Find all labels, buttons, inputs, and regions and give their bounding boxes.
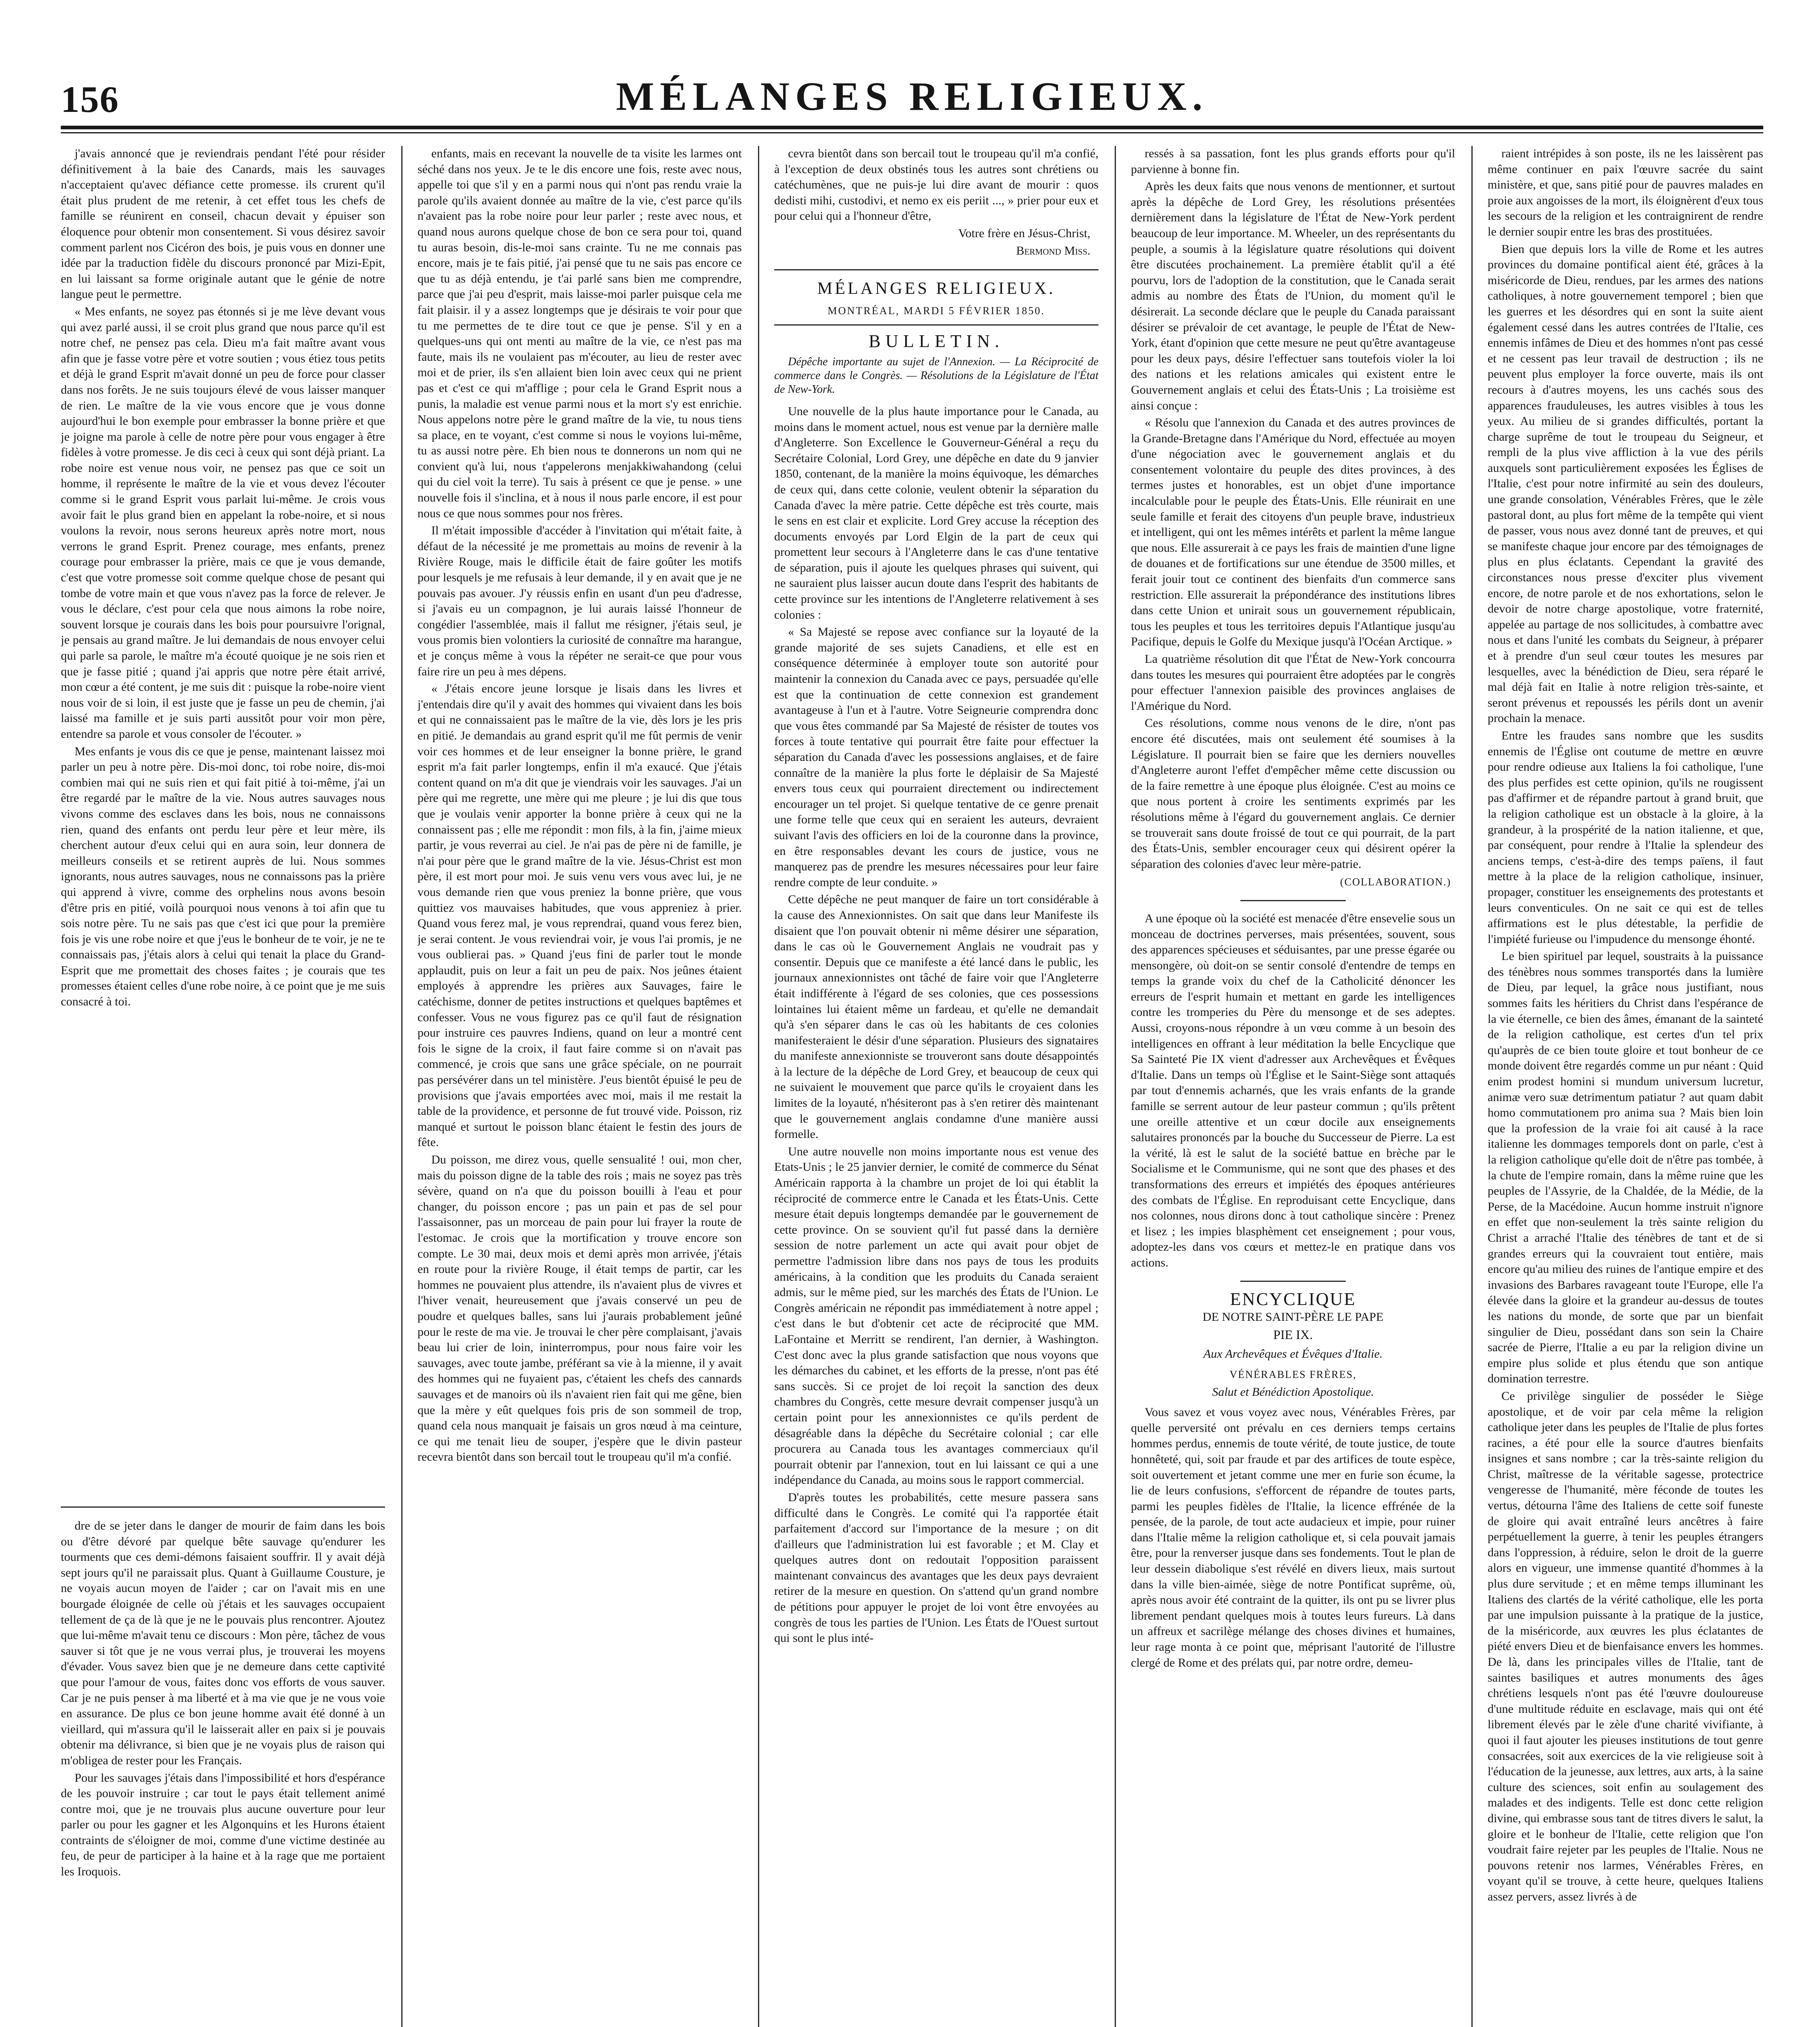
column-rule	[1471, 146, 1473, 2027]
short-rule	[1240, 900, 1346, 901]
column-5	[1488, 146, 1763, 2027]
page-number: 156	[61, 79, 119, 120]
paragraph: dre de se jeter dans le danger de mourir de faim dans les bois ou d'être dévoré par quelque bête sauvage qu'endurer les tourments que ces demi-démons faisaient souffrir. Il y avait déjà sept jours qu'il ne paraissait plus. Quant à Guillaume Cousture, je ne voyais aucun moyen de l'aider ; car on l'avait mis en une bourgade éloignée de celle où j'étais et les sauvages occupaient tellement de ça de là que je ne le pouvais plus rencontrer. Ajoutez que lui-même m'avait tenu ce discours : Mon père, tâchez de vous sauver si tôt que je ne vous verrai plus, je trouverai les moyens d'évader. Vous savez bien que je ne demeure dans cette captivité que pour l'amour de vous, faites donc vos efforts de vous sauver. Car je ne puis penser à ma liberté et à ma vie que je ne vous voie en assurance. De plus ce bon jeune homme avait été donné à un vieillard, qui m'assura qu'il le laisserait aller en paix si je pouvais obtenir ma délivrance, si bien que je ne voyais plus de raison qui m'obligea de rester pour les Français.	[61, 1519, 385, 1767]
column-2	[418, 146, 742, 2027]
letter-lower	[61, 1518, 385, 2027]
paragraph: Cette dépêche ne peut manquer de faire un tort considérable à la cause des Annexionnistes. On sait que dans leur Manifeste ils disaient que l'on pouvait obtenir ni même désirer une séparation, dans le cas où le Gouvernement Anglais ne voudrait pas y consentir. Depuis que ce manifeste a été lancé dans le public, les journaux annexionnistes ont tâché de faire voir que l'Angleterre était indifférente à l'égard de ses colonies, que ces possessions lointaines lui étaient même un fardeau, et qu'elle ne demandait qu'à s'en séparer dans le cas où les habitants de ces colonies manifesteraient le désir d'une séparation. Plusieurs des signataires du manifeste annexionniste se trouveront sans doute désappointés à la lecture de la dépêche de Lord Grey, et beaucoup de ceux qui ne suivaient le mouvement que parce qu'ils le croyaient dans les limites de la loyauté, n'hésiteront pas à s'en retirer dès maintenant que le gouvernement anglais condamne d'une manière aussi formelle.	[774, 893, 1098, 1141]
paragraph: « Résolu que l'annexion du Canada et des autres provinces de la Grande-Bretagne dans l'Amérique du Nord, effectuée au moyen d'une négociation avec le gouvernement anglais et du consentement volontaire du peuple des dites provinces, à des termes justes et honorables, est un objet d'une importance incalculable pour le peuple des États-Unis. Elle réunirait en une seule famille et ferait des citoyens d'un peuple brave, industrieux et intelligent, qui ont les mêmes intérêts et parlent la même langue que nous. Elle assurerait à ce pays les frais de maintien d'une ligne de douanes et de fortifications sur une étendue de 3500 milles, et ferait jouir tout ce continent des bienfaits d'un commerce sans restriction. Elle assurerait la prépondérance des institutions libres dans cette Union et unirait sous un gouvernement républicain, tous les peuples et tous les territoires depuis l'Atlantique jusqu'au Pacifique, depuis le Golfe du Mexique jusqu'à l'Océan Arctique. »	[1131, 416, 1455, 649]
newspaper-page	[61, 61, 1763, 2027]
encyclical-address: Aux Archevêques et Évêques d'Italie.	[1203, 1347, 1383, 1361]
column-4	[1131, 146, 1455, 2027]
paragraph: enfants, mais en recevant la nouvelle de ta visite les larmes ont séché dans nos yeux. Je te le dis encore une fois, reste avec nous, appelle toi que s'il y en a parmi nous qui n'ont pas rendu vraie la parole qu'ils avaient donnée au maître de la vie, c'est parce qu'ils n'avaient pas la robe noire pour leur parler ; reste avec nous, et quand nous aurons quelque chose de bon ce sera pour toi, quand tu auras besoin, dis-le-moi sans crainte. Tu ne me connais pas encore, mais je te fais pitié, j'ai pensé que tu ne sais pas encore ce que tu as déjà entendu, je t'ai parlé sans bien me comprendre, parce que j'ai peu d'esprit, mais laisse-moi parler puisque cela me fait plaisir. il y a assez longtemps que je désirais te voir pour que tu me permettes de te dire tout ce que je pense. S'il y en a quelques-uns qui ont menti au maître de la vie, ce n'est pas ma faute, mais ils ne voulaient pas m'écouter, au lieu de rester avec moi et de prier, ils s'en allaient bien loin avec ceux qui ne prient pas et c'est ce qui m'afflige ; pour cela le Grand Esprit nous a punis, la maladie est venue parmi nous et la mort s'y est enrichie. Nous appelons notre père le grand maître de la vie, tu nous tiens sa place, en te voyant, c'est comme si nous le voyions lui-même, tu as aussi notre père. Eh bien nous te donnerons un nom qui ne convient qu'à lui, nous t'appelerons menjakkiwahandong (celui qui du ciel voit la terre). Tu sais à présent ce que je pense. » une nouvelle fois il s'inclina, et à nous il nous parle encore, il est pour nous ce que nous sommes pour nos frères.	[418, 147, 742, 520]
paragraph: Ce privilège singulier de posséder le Siège apostolique, et de voir par cela même la religion catholique jeter dans les peuples de l'Italie de plus fortes racines, a été pour elle la source d'autres bienfaits insignes et sans nombre ; car la très-sainte religion du Christ, maîtresse de la véritable sagesse, protectrice vengeresse de l'humanité, mère féconde de toutes les vertus, détourna l'âme des Italiens de cette soif funeste de gloire qui avait entraîné leurs ancêtres à faire perpétuellement la guerre, à tenir les peuples étrangers dans l'oppression, à réduire, selon le droit de la guerre alors en vigueur, une immense quantité d'hommes à la plus dure servitude ; et en même temps illuminant les Italiens des clartés de la vérité catholique, elle les porta par une impulsion puissante à la pratique de la justice, de la miséricorde, aux œuvres les plus éclatantes de piété envers Dieu et de bienfaisance envers les hommes. De là, dans les principales villes de l'Italie, tant de saintes basiliques et autres monuments des âges chrétiens lesquels n'ont pas été l'œuvre douloureuse d'une multitude réduite en esclavage, mais qui ont été librement élevés par le zèle d'une charité vivifiante, à quoi il faut ajouter les pieuses institutions de tout genre consacrées, soit aux exercices de la vie religieuse soit à l'éducation de la jeunesse, aux lettres, aux arts, à la saine culture des sciences, soit enfin au soulagement des malades et des indigents. Telle est donc cette religion divine, qui embrasse sous tant de titres divers le salut, la gloire et le bonheur de l'Italie, cette religion que l'on voudrait faire rejeter par les peuples de l'Italie. Nous ne pouvons retenir nos larmes, Vénérables Frères, en voyant qu'il se trouve, à cette heure, quelques Italiens assez pervers, assez livrés à de	[1488, 1389, 1763, 1903]
dateline: MONTRÉAL, MARDI 5 FÉVRIER 1850.	[827, 304, 1045, 317]
paragraph: Une nouvelle de la plus haute importance pour le Canada, au moins dans le moment actuel, nous est venue par la dernière malle d'Angleterre. Son Excellence le Gouverneur-Général a reçu du Secrétaire Colonial, Lord Grey, une dépêche en date du 9 janvier 1850, contenant, de la manière la moins équivoque, les démarches de ceux qui, dans cette colonie, veulent obtenir la séparation du Canada d'avec la mère patrie. Cette dépêche est très courte, mais le sens en est clair et explicite. Lord Grey accuse la réception des documents envoyés par Lord Elgin de la part de ceux qui promettent leur secours à l'Angleterre dans le cas d'une tentative de séparation, puis il ajoute les quelques phrases qui suivent, qui ne sauraient plus laisser aucun doute dans l'esprit des habitants de cette province sur les intentions de l'Angleterre relativement à ses colonies :	[774, 404, 1098, 621]
bulletin-summary: Dépêche importante au sujet de l'Annexion. — La Réciprocité de commerce dans le Congrès. — Résolutions de la Législature de l'État de New-York.	[774, 355, 1098, 396]
column-3	[774, 146, 1098, 2027]
encyclical-title: ENCYCLIQUE	[1230, 1289, 1356, 1309]
masthead	[61, 61, 1763, 142]
section-rule	[774, 324, 1098, 326]
encyclical-salutation: VÉNÉRABLES FRÈRES,	[1229, 1368, 1357, 1380]
column-1	[61, 146, 385, 2027]
section-title: MÉLANGES RELIGIEUX.	[817, 279, 1056, 298]
paragraph: Il m'était impossible d'accéder à l'invitation qui m'était faite, à défaut de la nécessité je me promettais au moins de revenir à la Rivière Rouge, mais le difficile était de faire goûter les motifs pour lesquels je me refusais à leur demande, il y en avait que je ne pouvais pas avouer. J'y réussis enfin en usant d'un peu d'adresse, si j'avais eu un compagnon, je lui aurais laissé l'honneur de congédier l'assemblée, mais il fallut me résigner, j'étais seul, je vous promis bien volontiers la curiosité de connaître ma harangue, et je conçus même à vous la répéter ne serait-ce que pour vous faire rire un peu à mes dépens.	[418, 524, 742, 678]
paragraph: « Mes enfants, ne soyez pas étonnés si je me lève devant vous qui avez parlé aussi, il se croit plus grand que nous parce qu'il est notre chef, ne pensez pas cela. Dieu m'a fait maître avant vous afin que je fasse votre père et votre soutien ; vous étiez tous petits et déjà le grand Esprit m'avait donné un peu de force pour classer dans nos forêts. Je ne suis toujours élevé de vous laisser manquer de rien. Le maître de la vie vous encore que je vous donne aujourd'hui le bon exemple pour embrasser la bonne prière et que je joigne ma parole à celle de notre père pour vous engager à être fidèles à votre promesse. Je dis ceci à ceux qui sont déjà priant. La robe noire est venue nous voir, ne pensez pas que ce soit un homme, il représente le maître de la vie et vous devez l'écouter comme si le grand Esprit vous parlait lui-même. Je crois vous avoir fait le plus grand bien en appelant la robe-noire, et si nous voulons la revoir, nous serons heureux après notre mort, nous verrons le grand Esprit. Prenez courage, mes enfants, prenez courage pour embrasser la prière, mais ce que je vous demande, c'est que votre promesse soit comme quelque chose de pesant qui tombe de votre main et que vous n'avez pas la force de relever. Je vous le déclare, c'est pour cela que nous aimons la robe noire, souvent lorsque je courais dans les bois pour poursuivre l'orignal, je pensais au grand maître. Je lui demandais de nous envoyer celui qui parle sa parole, le maître m'a écouté quoique je ne sois rien et que je fasse pitié ; quand j'ai appris que notre père était arrivé, mon cœur a été content, je me suis dit : puisque la robe-noire vient nous voir de si loin, il est juste que je fasse un peu de chemin, j'ai laissé ma famille et je suis parti aussitôt pour voir mon père, entendre sa parole et vous consoler de l'écouter. »	[61, 304, 385, 741]
paragraph: « J'étais encore jeune lorsque je lisais dans les livres et j'entendais dire qu'il y avait des hommes qui vivaient dans les bois et qui ne connaissaient pas le maître de la vie, dès lors je les pris en pitié. Je demandais au grand esprit qu'il me fût permis de venir voir ces hommes et de leur enseigner la bonne prière, le grand esprit m'a fait parler longtemps, enfin il m'a exaucé. Que j'étais content quand on m'a dit que je viendrais voir les sauvages. J'ai un père qui me regrette, une mère qui me pleure ; je lui dis que tous que je voulais venir apporter la bonne prière à ceux qui ne la connaissent pas ; elle me répondit : mon fils, à la fin, j'aime mieux partir, je vous reverrai au ciel. Je n'ai pas de père ni de famille, je n'ai pour père que le grand maître de la vie. Jésus-Christ est mon père, il est mort pour moi. Je suis venu vers vous avec lui, je ne vous demande rien que vous preniez la bonne prière, que vous quittiez vos mauvaises habitudes, que vous appreniez à prier. Quand vous ferez mal, je vous reprendrai, quand vous ferez bien, je serai content. Je vous reviendrai voir, je vous l'ai promis, je ne vous oublierai pas. » Quand j'eus fini de parler tout le monde applaudit, puis on leur a fait un peu de paix. Nos jeûnes étaient employés à apprendre les prières aux Sauvages, faire le catéchisme, donner de petites instructions et quelques baptêmes et confesser. Vous ne vous figurez pas ce qu'il faut de résignation pour instruire ces pauvres Indiens, quand on leur a montré cent fois le signe de la croix, il faut faire comme si on n'avait pas commencé, je crois que sans une grâce spéciale, on ne pourrait pas persévérer dans un tel ministère. J'eus bientôt épuisé le peu de provisions que j'avais emportées avec moi, mais il me restait la table de la providence, et personne de fut trouvé vide. Poisson, riz manqué et surtout le poisson blanc étaient le festin des jours de fête.	[418, 682, 742, 1149]
paragraph: ressés à sa passation, font les plus grands efforts pour qu'il parvienne à bonne fin.	[1131, 147, 1455, 176]
bulletin-title: BULLETIN.	[868, 331, 1004, 351]
paragraph: Mes enfants je vous dis ce que je pense, maintenant laissez moi parler un peu à notre père. Dis-moi donc, toi robe noire, dis-moi combien mai qui ne suis rien et qui fait pitié à toi-même, j'ai un être regardé par le maître de la vie. Nous autres sauvages nous vivons comme des esclaves dans les bois, nous ne connaissons rien, quand des enfants ont perdu leur père et leur mère, ils cherchent autour d'eux celui qui en aura soin, leur donnera de meilleurs conseils et se retirent auprès de lui. Nous sommes ignorants, nous autres sauvages, nous ne connaissons pas la prière qui apprend à vivre, comme des orphelins nous avons besoin d'être pris en pitié, voilà pourquoi nous venons à toi afin que tu sois notre père. Tu ne sais pas que c'est ici que pour la première fois je vis une robe noire et que j'eus le bonheur de te voir, je ne te connaissais pas, j'étais alors à celui qui tenait la place du Grand-Esprit que me promettait des choses faites ; je courais que tes promesses étaient celles d'une robe noire, à ce point que je me suis consacré à toi.	[61, 744, 385, 1009]
paragraph: Bien que depuis lors la ville de Rome et les autres provinces du domaine pontifical aient été, grâces à la miséricorde de Dieu, rendues, par les armes des nations catholiques, à notre gouvernement temporel ; bien que les guerres et les désordres qui en sont la suite aient également cessé dans les autres contrées de l'Italie, ces ennemis infâmes de Dieu et des hommes n'ont pas cessé et ne cessent pas leur travail de destruction ; ils ne peuvent plus employer la force ouverte, mais ils ont recours à d'autres moyens, les uns cachés sous des apparences frauduleuses, les autres visibles à tous les yeux. Au milieu de si grandes difficultés, portant la charge suprême de tout le troupeau du Seigneur, et rempli de la plus vive affliction à la vue des périls auxquels sont particulièrement exposées les Églises de l'Italie, c'est pour notre infirmité au sein des douleurs, une grande consolation, Vénérables Frères, que le zèle pastoral dont, au plus fort même de la tempête qui vient de passer, vous nous avez donné tant de preuves, et qui se manifeste chaque jour encore par des témoignages de plus en plus éclatants. Cependant la gravité des circonstances nous presse d'exciter plus vivement encore, de notre parole et de nos exhortations, selon le devoir de notre charge apostolique, votre fraternité, appelée au partage de nos sollicitudes, à combattre avec nous et dans l'unité les combats du Seigneur, à préparer et à prendre d'un seul cœur toutes les mesures par lesquelles, avec la bénédiction de Dieu, sera réparé le mal déjà fait en Italie à notre religion très-sainte, et seront prévenus et repoussés les périls dont un avenir prochain la menace.	[1488, 242, 1763, 725]
column-divider	[61, 1506, 385, 1508]
column-rule	[1115, 146, 1116, 2027]
paragraph: La quatrième résolution dit que l'État de New-York concourra dans toutes les mesures qui pourraient être adoptées par le congrès pour effectuer l'annexion paisible des provinces anglaises de l'Amérique du Nord.	[1131, 652, 1455, 713]
paragraph: Le bien spirituel par lequel, soustraits à la puissance des ténèbres nous sommes transportés dans la lumière de Dieu, par lequel, la grâce nous justifiant, nous sommes faits les héritiers du Christ dans l'espérance de la vie éternelle, ce bien des âmes, émanant de la sainteté de la religion catholique, est certes d'un tel prix qu'auprès de ce bien toute gloire et tout bonheur de ce monde doivent être regardés comme un pur néant : Quid enim prodest homini si mundum universum lucretur, animæ vero suæ detrimentum patiatur ? aut quam dabit homo commutationem pro anima sua ? Mais bien loin que la profession de la vraie foi ait causé à la race italienne les dommages temporels dont on parle, c'est à la religion catholique qu'elle doit de n'être pas tombée, à la chute de l'empire romain, dans la même ruine que les peuples de l'Assyrie, de la Chaldée, de la Médie, de la Perse, de la Macédoine. Aucun homme instruit n'ignore en effet que non-seulement la très sainte religion du Christ a arraché l'Italie des ténèbres de tant et de si grandes erreurs qui la couvraient tout entière, mais encore qu'au milieu des ruines de l'antique empire et des invasions des Barbares ravageant toute l'Europe, elle l'a élevée dans la gloire et la grandeur au-dessus de toutes les nations du monde, de sorte que par un bienfait singulier de Dieu, possédant dans son sein la Chaire sacrée de Pierre, l'Italie a eu par la religion divine un empire plus solide et plus étendu que son antique domination terrestre.	[1488, 949, 1763, 1386]
paragraph: j'avais annoncé que je reviendrais pendant l'été pour résider définitivement à la baie des Canards, mais les sauvages n'acceptaient qu'avec défiance cette promesse. ils crurent qu'il était plus prudent de me retenir, à cet effet tous les chefs de famille se réunirent en conseil, chacun devait y épuiser son éloquence pour obtenir mon consentement. Si vous désirez savoir comment parlent nos Cicéron des bois, je puis vous en donner une idée par la traduction fidèle du discours prononcé par Mizi-Epit, en lui laissant sa forme originale autant que le génie de notre langue peut le permettre.	[61, 147, 385, 301]
paragraph: « Sa Majesté se repose avec confiance sur la loyauté de la grande majorité de ses sujets Canadiens, et elle est en conséquence déterminée à employer toute son autorité pour maintenir la connexion du Canada avec ce pays, persuadée qu'elle est que la continuation de cette connexion est grandement avantageuse à l'un et à l'autre. Votre Seigneurie comprendra donc que vous êtes commandé par Sa Majesté de résister de toutes vos forces à toute tentative qui pourrait être faite pour effectuer la séparation du Canada d'avec les possessions anglaises, et de faire connaître de la manière la plus forte le déplaisir de Sa Majesté envers tous ceux qui pourraient directement ou indirectement encourager un tel projet. Si quelque tentative de ce genre prenait une forme telle que ceux qui en seraient les auteurs, devraient suivant l'avis des officiers en loi de la couronne dans la province, en être responsables devant les cours de justice, vous ne manquerez pas de prendre les mesures nécessaires pour leur faire rendre compte de leur conduite. »	[774, 625, 1098, 889]
paragraph: cevra bientôt dans son bercail tout le troupeau qu'il m'a confié, à l'exception de deux obstinés tous les autres sont chrétiens ou catéchumènes, que ne puis-je lui dire avant de mourir : quos dedisti mihi, custodivi, et nemo ex eis periit ..., » prier pour eux et pour celui qui a l'honneur d'être,	[774, 147, 1098, 223]
encyclical-benediction: Salut et Bénédiction Apostolique.	[1212, 1385, 1374, 1399]
short-rule	[1240, 1281, 1346, 1282]
paragraph: Entre les fraudes sans nombre que les susdits ennemis de l'Église ont coutume de mettre en œuvre pour rendre odieuse aux Italiens la foi catholique, l'une des plus perfides est cette opinion, qu'ils ne rougissent pas d'affirmer et de répandre partout à grand bruit, que la religion catholique est un obstacle à la gloire, à la grandeur, à la prospérité de la nation italienne, et que, par conséquent, pour rendre à l'Italie la splendeur des anciens temps, c'est-à-dire des temps païens, il faut mettre à la place de la religion catholique, insinuer, propager, constituer les enseignements des protestants et leurs conventicules. On ne sait ce qui est de telles affirmations est le plus détestable, la perfidie de l'impiété furieuse ou l'impudence du mensonge éhonté.	[1488, 729, 1763, 946]
paragraph: Du poisson, me direz vous, quelle sensualité ! oui, mon cher, mais du poisson digne de la table des rois ; mais ne soyez pas très sévère, quand on n'a que du poisson bouilli à l'eau et pour changer, du poisson encore ; pas un pain et pas de sel pour l'assaisonner, pas un morceau de pain pour lui frayer la route de l'estomac. Je crois que la mortification y trouve encore son compte. Le 30 mai, deux mois et demi après mon arrivée, j'étais en route pour la rivière Rouge, il était temps de partir, car les hommes ne pouvaient plus attendre, ils n'avaient plus de vivres et l'hiver venait, heureusement que j'avais conservé un peu de poudre et quelques balles, sans lui j'aurais probablement jeûné pour le reste de ma vie. Je trouvai le cher père complaisant, j'avais beau lui crier de loin, ininterrompus, pour nous faire voir les sauvages, avec toute jambe, préférant sa vie à la mienne, il y avait des hommes qui ne fuyaient pas, c'étaient les chefs des cannards sauvages et de manoirs où ils n'avaient rien fait qui me gêne, bien que la mère y eût quelques fois pris de son sommeil de trop, quand cela nous manquait je faisais un gros nœud à ma ceinture, ce qui me tenait lieu de souper, j'espère que le divin pasteur recevra bientôt dans son bercail tout le troupeau qu'il m'a confié.	[418, 1153, 742, 1464]
paragraph: D'après toutes les probabilités, cette mesure passera sans difficulté dans le Congrès. Le comité qui l'a rapportée était parfaitement d'accord sur l'importance de la mesure ; on dit d'ailleurs que l'administration lui est favorable ; et M. Clay et quelques autres dont on redoutait l'opposition paraissent maintenant convaincus des avantages que les deux pays devraient retirer de la mesure en question. On s'attend qu'un grand nombre de pétitions pour appuyer le projet de loi vont être envoyées au congrès de tous les parties de l'Union. Les États de l'Ouest surtout qui sont le plus inté-	[774, 1490, 1098, 1645]
paragraph: raient intrépides à son poste, ils ne les laissèrent pas même continuer en paix l'œuvre sacrée du saint ministère, et que, sans pitié pour de pauvres malades en proie aux angoisses de la mort, ils éloignèrent d'eux tous les secours de la religion et les contraignirent de rendre le dernier soupir entre les bras des prostituées.	[1488, 147, 1763, 238]
encyclical-subtitle: DE NOTRE SAINT-PÈRE LE PAPE	[1202, 1310, 1384, 1324]
signature-name: Bermond Miss.	[1016, 244, 1090, 257]
paragraph: Pour les sauvages j'étais dans l'impossibilité et hors d'espérance de les pouvoir instruire ; car tout le pays était tellement animé contre moi, que je ne trouvais plus aucune ouverture pour leur parler ou pour les gagner et les Algonquins et les Hurons étaient contraints de s'éloigner de moi, comme d'une victime destinée au feu, de peur de participer à la haine et à la rage que me portaient les Iroquois.	[61, 1771, 385, 1879]
attribution: (COLLABORATION.)	[1340, 876, 1451, 888]
running-title: MÉLANGES RELIGIEUX.	[616, 74, 1208, 119]
masthead-rule-thin	[61, 132, 1763, 133]
column-rule	[401, 146, 403, 2027]
letter-upper	[61, 146, 385, 1496]
column-rule	[758, 146, 759, 2027]
paragraph: Une autre nouvelle non moins importante nous est venue des Etats-Unis ; le 25 janvier dernier, le comité de commerce du Sénat Américain rapporta à la chambre un projet de loi qui établit la réciprocité de commerce entre le Canada et les États-Unis. Cette mesure était depuis longtemps demandée par le gouvernement de cette province. On se souvient qu'il fut passé dans la dernière session de notre parlement un acte qui avait pour objet de permettre l'admission libre dans nos pays de tous les produits américains, à la condition que les produits du Canada seraient admis, sur le même pied, sur les marchés des États de l'Union. Le Congrès américain ne répondit pas immédiatement à notre appel ; c'est dans le but d'obtenir cet acte de réciprocité que MM. LaFontaine et Merritt se rendirent, l'an dernier, à Washington. C'est donc avec la plus grande satisfaction que nous voyons que les démarches du cabinet, et les efforts de la presse, n'ont pas été sans succès. Si ce projet de loi reçoit la sanction des deux chambres du Congrès, cette mesure devrait compenser jusqu'à un certain point pour les annexionnistes ce qu'ils perdent de désagréable dans la dépêche du Secrétaire colonial ; car elle procurera au Canada tous les avantages commerciaux qu'il pourrait obtenir par l'annexion, tout en lui laissant ce qui a une indépendance du Canada, au moins sous le rapport commercial.	[774, 1144, 1098, 1487]
masthead-rule-thick	[61, 126, 1763, 129]
paragraph: A une époque où la société est menacée d'être ensevelie sous un monceau de doctrines perverses, mais présentées, souvent, sous des apparences spécieuses et séduisantes, par une presse égarée ou mensongère, où doit-on se sentir consolé d'entendre de temps en temps la grande voix du chef de la Catholicité dénoncer les erreurs de l'esprit humain et mettant en garde les intelligences contre les tromperies du Père du mensonge et de ses adeptes. Aussi, croyons-nous répondre à un vœu comme à un besoin des intelligences en offrant à leur méditation la belle Encyclique que Sa Sainteté Pie IX vient d'adresser aux Archevêques et Évêques d'Italie. Dans un temps où l'Église et le Saint-Siège sont attaqués par tout d'ennemis acharnés, que les vrais enfants de la grande famille se serrent autour de leur pasteur commun ; qu'ils prêtent une oreille attentive et un cœur docile aux enseignements salutaires prononcés par la bouche du Successeur de Pierre. La est la vérité, là est le salut de la société battue en brèche par le Socialisme et le Communisme, qui ne sont que des phases et des transformations des erreurs et impiétés des époques antérieures des combats de l'Église. En reproduisant cette Encyclique, dans nos colonnes, nous dirons donc à tout catholique sincère : Prenez et lisez ; les impies blasphèment cet enseignement ; pour vous, adoptez-les dans vos cœurs et mettez-le en pratique dans vos actions.	[1131, 911, 1455, 1269]
paragraph: Après les deux faits que nous venons de mentionner, et surtout après la dépêche de Lord Grey, les résolutions présentées dernièrement dans la législature de l'État de New-York perdent beaucoup de leur importance. M. Wheeler, un des représentants du peuple, a soumis à la législature quatre résolutions qui doivent être discutées prochainement. La première établit qu'il a été pourvu, lors de l'adoption de la constitution, que le Canada serait admis au nombre des États de l'Union, du moment qu'il le désirerait. La seconde déclare que le peuple du Canada paraissant désirer se prévaloir de cet avantage, le peuple de l'État de New-York, étant d'opinion que cette mesure ne peut qu'être avantageuse pour les deux pays, désire l'effectuer sans toutefois violer la loi des nations et les relations amicales qui existent entre le Gouvernement anglais et celui des États-Unis ; La troisième est ainsi conçue :	[1131, 180, 1455, 412]
section-rule	[774, 269, 1098, 270]
signature-line: Votre frère en Jésus-Christ,	[958, 226, 1090, 240]
encyclical-pope: PIE IX.	[1273, 1327, 1313, 1342]
paragraph: Ces résolutions, comme nous venons de le dire, n'ont pas encore été discutées, mais ont seulement été soumises à la Législature. Il pourrait bien se faire que les derniers nouvelles d'Angleterre auront l'effet d'empêcher même cette discussion ou de la faire remettre à une époque plus éloignée. C'est au moins ce que nous portent à croire les sentiments exprimés par les résolutions même à l'égard du gouvernement anglais. Ce dernier se trouverait sans doute froissé de tout ce qui pourrait, de la part des États-Unis, sembler encourager ceux qui désirent opérer la séparation des colonies d'avec leur mère-patrie.	[1131, 716, 1455, 871]
paragraph: Vous savez et vous voyez avec nous, Vénérables Frères, par quelle perversité ont prévalu en ces derniers temps certains hommes perdus, ennemis de toute vérité, de toute justice, de toute honnêteté, qui, soit par fraude et par des artifices de toute espèce, soit ouvertement et jetant comme une mer en furie son écume, la lie de leurs confusions, s'efforcent de répandre de toutes parts, parmi les peuples fidèles de l'Italie, la licence effrénée de la pensée, de la parole, de tout acte audacieux et impie, pour ruiner dans l'Italie même la religion catholique et, si cela pouvait jamais être, pour la renverser jusque dans ses fondements. Tout le plan de leur dessein diabolique s'est révélé en divers lieux, mais surtout dans la ville bien-aimée, siège de notre Pontificat suprême, où, après nous avoir été contraint de la quitter, ils ont pu se livrer plus librement pendant quelques mois à toutes leurs fureurs. Là dans un affreux et sacrilège mélange des choses divines et humaines, leur rage monta à ce point que, méprisant l'autorité de l'illustre clergé de Rome et des prélats qui, par notre ordre, demeu-	[1131, 1406, 1455, 1669]
